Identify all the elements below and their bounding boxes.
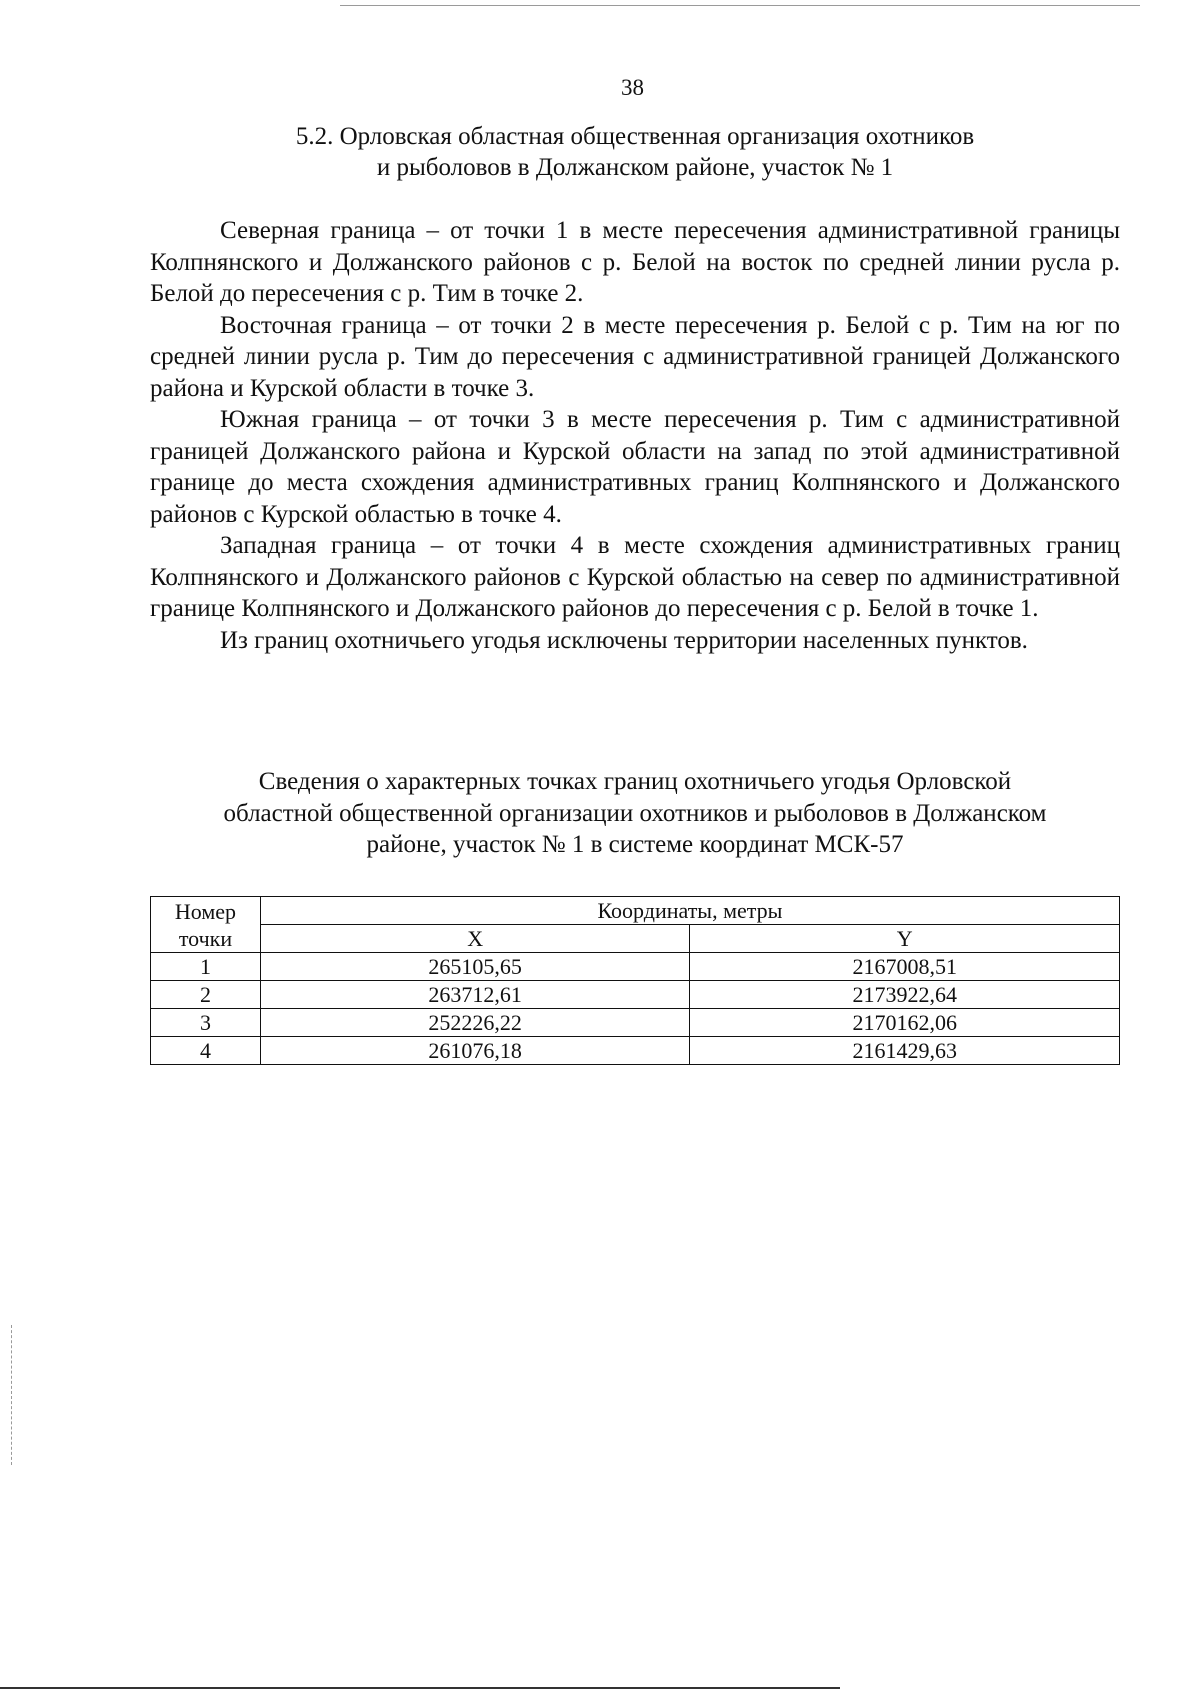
paragraph-west-boundary: Западная граница – от точки 4 в месте схождения административных границ Колпнянского и Должанского районов с Курской областью на север по административной границе Колпнянского и Должанского районов до пересечения с р. Белой в точке 1.	[150, 532, 1120, 622]
page-number: 38	[621, 75, 644, 100]
cell-x: 265105,65	[260, 953, 690, 981]
table-header-row	[151, 897, 1120, 925]
cell-x: 252226,22	[260, 1009, 690, 1037]
table-row	[151, 953, 1120, 981]
cell-x: 261076,18	[260, 1037, 690, 1065]
scan-edge-bottom	[0, 1687, 840, 1689]
table-row	[151, 1009, 1120, 1037]
section-title-line: и рыболовов в Должанском районе, участок № 1	[376, 154, 894, 181]
scan-edge-left	[11, 1325, 12, 1465]
table-caption-line: районе, участок № 1 в системе координат МСК-57	[366, 831, 904, 858]
section-title	[150, 121, 1120, 183]
table-caption-line: Сведения о характерных точках границ охотничьего угодья Орловской	[258, 768, 1012, 795]
cell-y: 2167008,51	[690, 953, 1120, 981]
header-point-line: точки	[178, 925, 233, 951]
paragraph-north-boundary: Северная граница – от точки 1 в месте пересечения административной границы Колпнянского и Должанского районов с р. Белой на восток по средней линии русла р. Белой до пересечения с р. Тим в точке 2.	[150, 217, 1120, 307]
table-subheader-row	[151, 925, 1120, 953]
paragraph-exclusions: Из границ охотничьего угодья исключены территории населенных пунктов.	[220, 626, 1028, 654]
cell-x: 263712,61	[260, 981, 690, 1009]
paragraph-east-boundary: Восточная граница – от точки 2 в месте пересечения р. Белой с р. Тим на юг по средней линии русла р. Тим до пересечения с административной границей Должанского района и Курской области в точке 3.	[150, 311, 1120, 402]
header-point-line: Номер	[174, 898, 237, 924]
table-caption	[150, 766, 1120, 861]
cell-point: 2	[151, 981, 261, 1009]
cell-y: 2170162,06	[690, 1009, 1120, 1037]
header-y: Y	[690, 925, 1120, 953]
cell-y: 2161429,63	[690, 1037, 1120, 1065]
header-point-number	[151, 897, 261, 953]
boundary-description	[150, 215, 1120, 656]
table-row	[151, 981, 1120, 1009]
cell-point: 4	[151, 1037, 261, 1065]
header-coordinates: Координаты, метры	[260, 897, 1119, 925]
header-x: X	[260, 925, 690, 953]
scan-edge-top	[340, 5, 1140, 6]
table-caption-line: областной общественной организации охотников и рыболовов в Должанском	[223, 799, 1047, 827]
cell-point: 3	[151, 1009, 261, 1037]
cell-y: 2173922,64	[690, 981, 1120, 1009]
section-title-line: 5.2. Орловская областная общественная организация охотников	[295, 123, 975, 150]
paragraph-south-boundary: Южная граница – от точки 3 в месте пересечения р. Тим с административной границей Должанского района и Курской области на запад по этой административной границе до места схождения административных границ Колпнянского и Должанского районов с Курской областью в точке 4.	[150, 406, 1120, 528]
table-row	[151, 1037, 1120, 1065]
coordinates-table	[150, 896, 1120, 1065]
cell-point: 1	[151, 953, 261, 981]
